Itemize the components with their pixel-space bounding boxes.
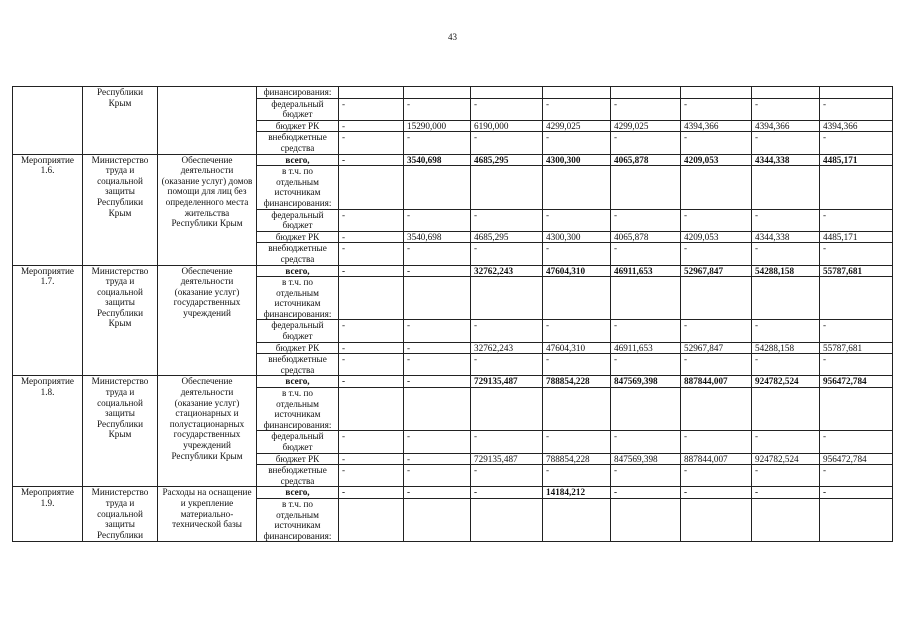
funding-source-cell: в т.ч. по отдельным источникам финансирования: <box>257 166 339 209</box>
value-cell: 847569,398 <box>611 453 681 465</box>
value-cell: - <box>681 354 752 376</box>
value-cell <box>611 87 681 99</box>
value-cell: - <box>752 487 820 499</box>
value-cell: - <box>611 132 681 154</box>
value-cell: - <box>404 132 471 154</box>
value-cell <box>404 166 471 209</box>
value-cell <box>681 498 752 541</box>
value-cell: 729135,487 <box>471 453 543 465</box>
activity-cell <box>158 87 257 155</box>
funding-source-cell: в т.ч. по отдельным источникам финансирования: <box>257 388 339 431</box>
value-cell: 924782,524 <box>752 376 820 388</box>
activity-cell: Расходы на оснащение и укрепление материально-технической базы <box>158 487 257 542</box>
value-cell <box>752 277 820 320</box>
financing-table <box>12 86 893 542</box>
funding-source-cell: федеральный бюджет <box>257 98 339 120</box>
value-cell <box>471 498 543 541</box>
funding-source-cell: всего, <box>257 487 339 499</box>
value-cell: - <box>543 209 611 231</box>
value-cell: - <box>339 231 404 243</box>
value-cell: 54288,158 <box>752 342 820 354</box>
value-cell: 4344,338 <box>752 154 820 166</box>
value-cell: 956472,784 <box>820 376 893 388</box>
value-cell <box>681 388 752 431</box>
value-cell: - <box>681 209 752 231</box>
value-cell: 924782,524 <box>752 453 820 465</box>
value-cell <box>471 277 543 320</box>
value-cell <box>543 388 611 431</box>
value-cell: - <box>820 209 893 231</box>
value-cell: 4300,300 <box>543 154 611 166</box>
value-cell: - <box>611 465 681 487</box>
value-cell <box>752 388 820 431</box>
value-cell: 4344,338 <box>752 231 820 243</box>
value-cell: - <box>404 431 471 453</box>
value-cell: 887844,007 <box>681 376 752 388</box>
value-cell: 788854,228 <box>543 376 611 388</box>
executor-cell: Республики Крым <box>83 87 158 155</box>
value-cell: - <box>339 376 404 388</box>
value-cell: - <box>339 453 404 465</box>
funding-source-cell: внебюджетные средства <box>257 132 339 154</box>
value-cell <box>820 277 893 320</box>
executor-cell: Министерство труда и социальной защиты Республики Крым <box>83 265 158 376</box>
value-cell <box>543 87 611 99</box>
value-cell: - <box>404 320 471 342</box>
funding-source-cell: внебюджетные средства <box>257 354 339 376</box>
value-cell: - <box>752 354 820 376</box>
value-cell <box>752 166 820 209</box>
value-cell <box>611 388 681 431</box>
event-cell: Мероприятие 1.6. <box>13 154 83 265</box>
value-cell <box>543 277 611 320</box>
activity-cell: Обеспечение деятельности (оказание услуг) государственных учреждений <box>158 265 257 376</box>
funding-source-cell: бюджет РК <box>257 231 339 243</box>
value-cell: - <box>820 465 893 487</box>
value-cell: 847569,398 <box>611 376 681 388</box>
funding-source-cell: всего, <box>257 376 339 388</box>
value-cell: - <box>752 132 820 154</box>
value-cell <box>339 166 404 209</box>
funding-source-cell: внебюджетные средства <box>257 243 339 265</box>
value-cell: 46911,653 <box>611 342 681 354</box>
value-cell: 4685,295 <box>471 154 543 166</box>
value-cell <box>611 277 681 320</box>
value-cell: 4394,366 <box>820 120 893 132</box>
funding-source-cell: бюджет РК <box>257 453 339 465</box>
value-cell: - <box>339 132 404 154</box>
value-cell: 14184,212 <box>543 487 611 499</box>
value-cell: - <box>339 154 404 166</box>
value-cell: - <box>820 354 893 376</box>
event-cell: Мероприятие 1.8. <box>13 376 83 487</box>
value-cell: - <box>471 243 543 265</box>
value-cell <box>820 87 893 99</box>
value-cell <box>471 87 543 99</box>
value-cell: 4299,025 <box>543 120 611 132</box>
value-cell: - <box>752 320 820 342</box>
value-cell: - <box>404 465 471 487</box>
value-cell <box>339 498 404 541</box>
funding-source-cell: бюджет РК <box>257 342 339 354</box>
value-cell: - <box>543 465 611 487</box>
value-cell <box>471 388 543 431</box>
page-number: 43 <box>448 32 457 42</box>
value-cell: - <box>339 431 404 453</box>
funding-source-cell: федеральный бюджет <box>257 209 339 231</box>
value-cell <box>404 388 471 431</box>
table-row <box>13 376 893 388</box>
value-cell: - <box>543 243 611 265</box>
value-cell: 55787,681 <box>820 265 893 277</box>
value-cell: 52967,847 <box>681 342 752 354</box>
value-cell: - <box>404 243 471 265</box>
value-cell: - <box>611 320 681 342</box>
table-row <box>13 487 893 499</box>
funding-source-cell: в т.ч. по отдельным источникам финансирования: <box>257 498 339 541</box>
value-cell: - <box>339 342 404 354</box>
value-cell: - <box>820 431 893 453</box>
value-cell: - <box>820 98 893 120</box>
funding-source-cell: федеральный бюджет <box>257 320 339 342</box>
value-cell: - <box>404 487 471 499</box>
value-cell: - <box>471 431 543 453</box>
value-cell: - <box>471 320 543 342</box>
value-cell: 32762,243 <box>471 342 543 354</box>
executor-cell: Министерство труда и социальной защиты Республики Крым <box>83 376 158 487</box>
value-cell: - <box>471 465 543 487</box>
funding-source-cell: всего, <box>257 265 339 277</box>
value-cell: - <box>543 320 611 342</box>
value-cell: - <box>404 376 471 388</box>
value-cell: 4685,295 <box>471 231 543 243</box>
value-cell: 4065,878 <box>611 231 681 243</box>
value-cell <box>752 87 820 99</box>
value-cell: - <box>681 320 752 342</box>
executor-cell: Министерство труда и социальной защиты Республики <box>83 487 158 542</box>
value-cell: 887844,007 <box>681 453 752 465</box>
value-cell: - <box>404 98 471 120</box>
funding-source-cell: в т.ч. по отдельным источникам финансирования: <box>257 277 339 320</box>
table-row <box>13 154 893 166</box>
value-cell: - <box>543 98 611 120</box>
value-cell: 788854,228 <box>543 453 611 465</box>
value-cell: - <box>681 487 752 499</box>
value-cell: - <box>752 98 820 120</box>
value-cell: - <box>543 132 611 154</box>
event-cell: Мероприятие 1.9. <box>13 487 83 542</box>
value-cell: - <box>339 120 404 132</box>
value-cell: - <box>404 342 471 354</box>
value-cell: - <box>404 265 471 277</box>
value-cell: 4209,053 <box>681 154 752 166</box>
value-cell: - <box>543 354 611 376</box>
funding-source-cell: бюджет РК <box>257 120 339 132</box>
value-cell: - <box>611 98 681 120</box>
value-cell <box>404 498 471 541</box>
value-cell <box>543 166 611 209</box>
value-cell <box>820 388 893 431</box>
value-cell: - <box>752 243 820 265</box>
value-cell <box>404 87 471 99</box>
funding-source-cell: всего, <box>257 154 339 166</box>
value-cell: 52967,847 <box>681 265 752 277</box>
value-cell: 55787,681 <box>820 342 893 354</box>
value-cell: - <box>681 431 752 453</box>
value-cell: - <box>339 265 404 277</box>
value-cell: - <box>471 487 543 499</box>
value-cell <box>339 277 404 320</box>
funding-source-cell: внебюджетные средства <box>257 465 339 487</box>
value-cell: - <box>471 209 543 231</box>
value-cell: - <box>471 98 543 120</box>
table-row <box>13 87 893 99</box>
value-cell: 47604,310 <box>543 342 611 354</box>
value-cell: - <box>543 431 611 453</box>
value-cell: - <box>471 132 543 154</box>
value-cell: - <box>471 354 543 376</box>
value-cell: 4299,025 <box>611 120 681 132</box>
value-cell: 47604,310 <box>543 265 611 277</box>
value-cell: - <box>611 243 681 265</box>
value-cell: - <box>339 98 404 120</box>
value-cell <box>752 498 820 541</box>
value-cell: - <box>820 320 893 342</box>
value-cell <box>611 166 681 209</box>
value-cell: 956472,784 <box>820 453 893 465</box>
value-cell: - <box>339 354 404 376</box>
value-cell: 54288,158 <box>752 265 820 277</box>
value-cell <box>681 87 752 99</box>
value-cell: 4394,366 <box>752 120 820 132</box>
value-cell: - <box>681 132 752 154</box>
value-cell: - <box>611 354 681 376</box>
value-cell: - <box>404 354 471 376</box>
value-cell: 4394,366 <box>681 120 752 132</box>
value-cell: - <box>404 453 471 465</box>
value-cell <box>339 388 404 431</box>
value-cell: - <box>611 431 681 453</box>
value-cell: - <box>611 487 681 499</box>
funding-source-cell: финансирования: <box>257 87 339 99</box>
value-cell: - <box>752 431 820 453</box>
value-cell <box>471 166 543 209</box>
value-cell: 3540,698 <box>404 231 471 243</box>
value-cell <box>681 166 752 209</box>
event-cell <box>13 87 83 155</box>
value-cell: 3540,698 <box>404 154 471 166</box>
value-cell <box>339 87 404 99</box>
value-cell: 4209,053 <box>681 231 752 243</box>
value-cell: - <box>339 320 404 342</box>
value-cell: 4300,300 <box>543 231 611 243</box>
value-cell: - <box>681 243 752 265</box>
activity-cell: Обеспечение деятельности (оказание услуг) стационарных и полустационарных государственных учреждений Республики Крым <box>158 376 257 487</box>
value-cell: 15290,000 <box>404 120 471 132</box>
value-cell: - <box>752 209 820 231</box>
value-cell: - <box>339 487 404 499</box>
value-cell: 6190,000 <box>471 120 543 132</box>
value-cell <box>611 498 681 541</box>
value-cell: - <box>820 132 893 154</box>
value-cell <box>543 498 611 541</box>
value-cell: 4065,878 <box>611 154 681 166</box>
value-cell: - <box>681 98 752 120</box>
value-cell: - <box>681 465 752 487</box>
value-cell: 4485,171 <box>820 154 893 166</box>
executor-cell: Министерство труда и социальной защиты Республики Крым <box>83 154 158 265</box>
value-cell: - <box>339 465 404 487</box>
value-cell: - <box>404 209 471 231</box>
value-cell <box>404 277 471 320</box>
value-cell <box>820 498 893 541</box>
value-cell: - <box>611 209 681 231</box>
value-cell: 729135,487 <box>471 376 543 388</box>
activity-cell: Обеспечение деятельности (оказание услуг) домов помощи для лиц без определенного места жительства Республики Крым <box>158 154 257 265</box>
value-cell: 4485,171 <box>820 231 893 243</box>
value-cell: - <box>752 465 820 487</box>
value-cell: - <box>339 209 404 231</box>
value-cell: - <box>820 487 893 499</box>
event-cell: Мероприятие 1.7. <box>13 265 83 376</box>
value-cell: 32762,243 <box>471 265 543 277</box>
value-cell: 46911,653 <box>611 265 681 277</box>
value-cell: - <box>820 243 893 265</box>
table-row <box>13 265 893 277</box>
value-cell <box>820 166 893 209</box>
value-cell <box>681 277 752 320</box>
value-cell: - <box>339 243 404 265</box>
funding-source-cell: федеральный бюджет <box>257 431 339 453</box>
